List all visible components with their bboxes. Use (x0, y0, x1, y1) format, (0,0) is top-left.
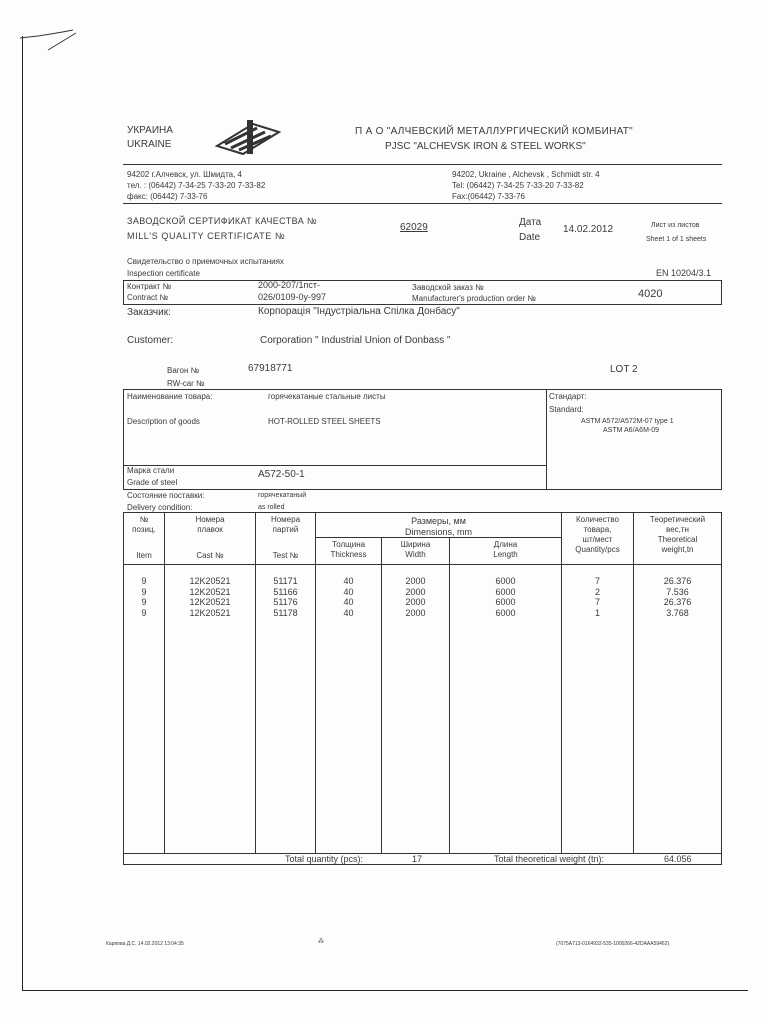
cell-cast: 12K20521 (189, 597, 231, 607)
inspection-label-en: Inspection certificate (127, 269, 200, 278)
goods-box-top (123, 389, 722, 390)
cell-qty: 2 (594, 586, 600, 597)
customer-label-en: Customer: (127, 335, 174, 346)
header-test-ru: Номера партий (270, 515, 301, 534)
delivery-value-en: as rolled (258, 504, 285, 511)
standard-value-2: ASTM A6/A6M-09 (603, 427, 660, 434)
address-divider (123, 203, 722, 204)
address-en-1: 94202, Ukraine , Alchevsk , Schmidt str. 4 (452, 170, 600, 179)
cell-weight: 26.376 (663, 597, 692, 607)
cell-width: 2000 (405, 607, 426, 618)
cell-length: 6000 (495, 607, 516, 618)
contract-box-left (123, 280, 124, 304)
total-quantity-label: Total quantity (pcs): (285, 854, 364, 864)
header-weight: Теоретический вес,тн Theoretical weight,tn (649, 515, 706, 554)
goods-box-left (123, 389, 124, 489)
cert-title-en: MILL'S QUALITY CERTIFICATE № (127, 231, 286, 241)
col-sep-1 (164, 512, 165, 853)
header-divider (123, 164, 722, 165)
customer-value-ru: Корпорація "Індустріальна Спілка Донбасу" (258, 306, 460, 317)
cell-length: 6000 (495, 576, 516, 586)
cell-width: 2000 (405, 586, 426, 597)
cell-length: 6000 (495, 586, 516, 597)
address-ru-3: факс: (06442) 7-33-76 (127, 192, 208, 201)
header-test-en: Test № (272, 551, 299, 560)
cell-item: 9 (141, 607, 147, 618)
goods-name-value-ru: горячекатаные стальные листы (268, 392, 386, 401)
date-label-en: Date (519, 232, 541, 243)
grade-label-ru: Марка стали (127, 466, 175, 475)
header-length: Длина Length (493, 540, 518, 559)
scan-left-edge (22, 36, 23, 991)
inspection-label-ru: Свидетельство о приемочных испытаниях (127, 257, 284, 266)
order-number: 4020 (638, 288, 663, 300)
address-en-3: Fax:(06442) 7-33-76 (452, 192, 525, 201)
header-cast-en: Cast № (196, 551, 224, 560)
col-sep-6 (561, 512, 562, 853)
header-cast-ru: Номера плавок (195, 515, 225, 534)
goods-name-label-ru: Наименование товара: (127, 392, 213, 401)
cell-qty: 7 (594, 576, 600, 586)
country-ru: УКРАИНА (127, 125, 173, 136)
table-bottom (123, 864, 722, 865)
cert-number: 62029 (400, 222, 428, 233)
cell-cast: 12K20521 (189, 607, 231, 618)
delivery-label-en: Delivery condition: (127, 503, 193, 512)
col-sep-2 (255, 512, 256, 853)
cert-date: 14.02.2012 (563, 224, 614, 235)
cert-title-ru: ЗАВОДСКОЙ СЕРТИФИКАТ КАЧЕСТВА № (127, 216, 318, 226)
address-ru-2: тел. : (06442) 7-34-25 7-33-20 7-33-82 (127, 181, 266, 190)
cell-weight: 3.768 (666, 607, 689, 618)
cell-item: 9 (141, 597, 147, 607)
goods-box-grade-line (123, 465, 547, 466)
goods-desc-value-en: HOT-ROLLED STEEL SHEETS (268, 417, 381, 426)
header-quantity: Количество товара, шт/мест Quantity/pcs (575, 515, 620, 554)
footer-document-id: (7075A713-0164932-535-1000266-42DAAA59462) (556, 941, 670, 947)
grade-label-en: Grade of steel (127, 478, 178, 487)
footer-operator-timestamp: Карпова Д.С. 14.02.2012 13:04:35 (106, 941, 184, 947)
cell-item: 9 (141, 586, 147, 597)
wagon-number: 67918771 (248, 363, 293, 374)
cell-length: 6000 (495, 597, 516, 607)
address-en-2: Tel: (06442) 7-34-25 7-33-20 7-33-82 (452, 181, 584, 190)
sheet-label-ru: Лист из листов (651, 222, 700, 229)
standard-label-en: Standard: (549, 405, 584, 414)
contract-box-top (123, 280, 722, 281)
table-right (721, 512, 722, 864)
country-en: UKRAINE (127, 139, 172, 150)
header-item-en: Item (136, 551, 152, 560)
header-width: Ширина Width (400, 540, 431, 559)
scan-bottom-edge (22, 990, 748, 991)
cell-item: 9 (141, 576, 147, 586)
total-quantity-value: 17 (412, 854, 423, 864)
address-ru-1: 94202 г.Алчевск, ул. Шмидта, 4 (127, 170, 243, 179)
contract-label-ru: Контракт № (127, 282, 172, 291)
goods-box-divider (546, 389, 547, 489)
table-left (123, 512, 124, 864)
table-dim-split (315, 537, 561, 538)
total-weight-value: 64.056 (664, 854, 692, 864)
contract-value-2: 026/0109-0у-997 (258, 292, 327, 302)
cell-test: 51171 (273, 576, 298, 586)
contract-box-right (721, 280, 722, 304)
wagon-label-ru: Вагон № (167, 366, 200, 375)
cell-weight: 26.376 (663, 576, 692, 586)
order-label-ru: Заводской заказ № (412, 283, 484, 292)
contract-value-1: 2000-207/1пст- (258, 280, 321, 290)
cell-cast: 12K20521 (189, 576, 231, 586)
cell-width: 2000 (405, 597, 426, 607)
delivery-label-ru: Состояние поставки: (127, 491, 205, 500)
scan-mark-icon: ⁂ (318, 939, 324, 945)
contract-box-bottom (123, 304, 722, 305)
cell-weight: 7.536 (666, 586, 689, 597)
header-item-ru: № позиц. (132, 515, 156, 534)
goods-box-right (721, 389, 722, 489)
customer-value-en: Corporation " Industrial Union of Donbass " (260, 335, 451, 346)
pen-stroke-mark (18, 28, 78, 68)
inspection-standard: EN 10204/3.1 (656, 268, 712, 278)
grade-value: A572-50-1 (258, 469, 305, 480)
cell-test: 51178 (273, 607, 298, 618)
cell-thick: 40 (343, 576, 354, 586)
cell-thick: 40 (343, 597, 354, 607)
cell-cast: 12K20521 (189, 586, 231, 597)
customer-label-ru: Заказчик: (127, 307, 171, 318)
sheet-label-en: Sheet 1 of 1 sheets (646, 236, 707, 243)
company-name-ru: П А О "АЛЧЕВСКИЙ МЕТАЛЛУРГИЧЕСКИЙ КОМБИНАТ" (355, 126, 634, 137)
goods-desc-label-en: Description of goods (127, 417, 200, 426)
standard-value-1: ASTM A572/A572M-07 type 1 (581, 418, 674, 425)
delivery-value-ru: горячекатаный (258, 492, 307, 499)
total-weight-label: Total theoretical weight (tn): (494, 854, 605, 864)
goods-box-bottom (123, 489, 722, 490)
date-label-ru: Дата (519, 217, 542, 228)
cell-thick: 40 (343, 586, 354, 597)
cell-qty: 1 (594, 607, 600, 618)
table-total-top (123, 853, 722, 854)
header-thickness: Толщина Thickness (330, 540, 367, 559)
lot-label: LOT 2 (610, 364, 638, 375)
standard-label-ru: Стандарт: (549, 392, 587, 401)
col-sep-3 (315, 512, 316, 853)
cell-qty: 7 (594, 597, 600, 607)
cell-thick: 40 (343, 607, 354, 618)
order-label-en: Manufacturer's production order № (412, 294, 536, 303)
cell-test: 51176 (273, 597, 298, 607)
header-dimensions-en: Dimensions, mm (404, 527, 472, 537)
company-logo-icon (213, 118, 285, 160)
cell-test: 51166 (273, 586, 298, 597)
cell-width: 2000 (405, 576, 426, 586)
contract-label-en: Contract № (127, 293, 169, 302)
company-name-en: PJSC "ALCHEVSK IRON & STEEL WORKS" (385, 141, 586, 152)
col-sep-7 (633, 512, 634, 853)
header-dimensions-ru: Размеры, мм (411, 516, 466, 526)
wagon-label-en: RW-car № (167, 379, 205, 388)
